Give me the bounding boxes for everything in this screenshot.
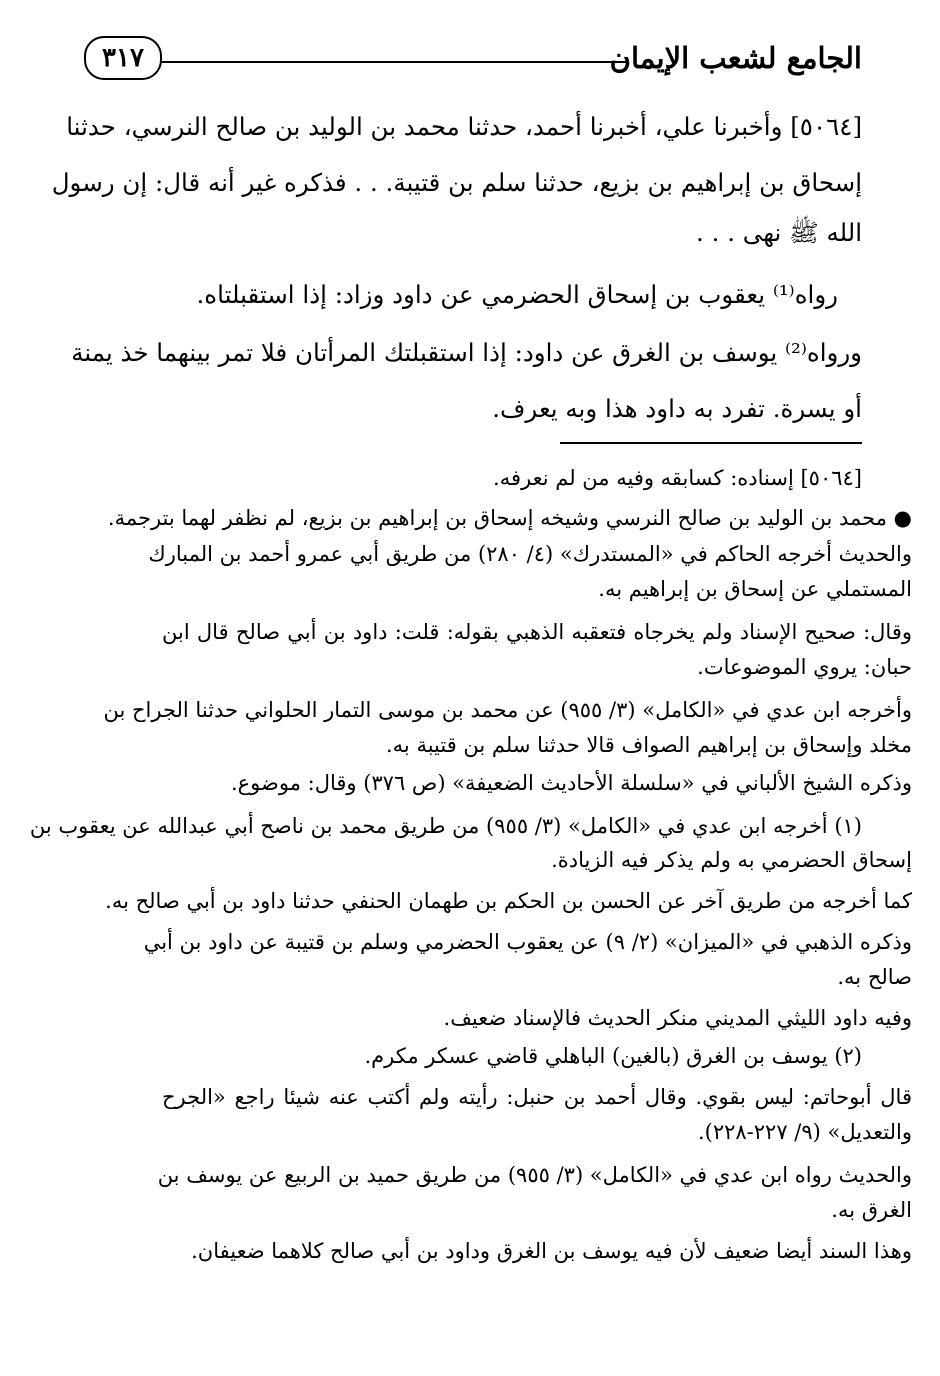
footnote-divider [560,442,862,444]
main-line: الله ﷺ نهى . . . [696,218,862,247]
footnote-line: كما أخرجه من طريق آخر عن الحسن بن الحكم بن طهمان الحنفي حدثنا داود بن أبي صالح به. [105,889,912,913]
main-line: أو يسرة. تفرد به داود هذا وبه يعرف. [492,394,862,423]
footnote-line: والحديث رواه ابن عدي في «الكامل» (٣/ ٩٥٥) من طريق حميد بن الربيع عن يوسف بن [157,1163,912,1187]
footnote-line: (٢) يوسف بن الغرق (بالغين) الباهلي قاضي عسكر مكرم. [364,1044,862,1068]
book-title: الجامع لشعب الإيمان [609,41,862,75]
footnote-line: ● محمد بن الوليد بن صالح النرسي وشيخه إسحاق بن إبراهيم بن بزيع، لم نظفر لهما بترجمة. [107,506,912,530]
page-header [84,36,862,86]
main-line: إسحاق بن إبراهيم بن بزيع، حدثنا سلم بن قتيبة. . . فذكره غير أنه قال: إن رسول [51,168,862,197]
footnote-line: مخلد وإسحاق بن إبراهيم الصواف قالا حدثنا سلم بن قتيبة به. [385,733,912,757]
footnote-line: وهذا السند أيضا ضعيف لأن فيه يوسف بن الغرق وداود بن أبي صالح كلاهما ضعيفان. [191,1239,912,1263]
main-line: [٥٠٦٤] وأخبرنا علي، أخبرنا أحمد، حدثنا محمد بن الوليد بن صالح النرسي، حدثنا [66,112,862,141]
footnote-line: حبان: يروي الموضوعات. [697,655,912,679]
footnote-line: [٥٠٦٤] إسناده: كسابقه وفيه من لم نعرفه. [493,466,862,490]
footnote-line: صالح به. [837,965,912,989]
footnote-line: وفيه داود الليثي المديني منكر الحديث فالإسناد ضعيف. [443,1006,912,1030]
footnote-line: والحديث أخرجه الحاكم في «المستدرك» (٤/ ٢٨٠) من طريق أبي عمرو أحمد بن المبارك [148,542,912,566]
main-line: رواه⁽¹⁾ يعقوب بن إسحاق الحضرمي عن داود وزاد: إذا استقبلتاه. [196,280,838,309]
footnote-line: الغرق به. [831,1198,912,1222]
footnote-line: وقال: صحيح الإسناد ولم يخرجاه فتعقبه الذهبي بقوله: قلت: داود بن أبي صالح قال ابن [162,620,912,644]
footnote-line: (١) أخرجه ابن عدي في «الكامل» (٣/ ٩٥٥) من طريق محمد بن ناصح أبي عبدالله عن يعقوب بن [29,814,862,838]
footnote-line: وذكره الشيخ الألباني في «سلسلة الأحاديث الضعيفة» (ص ٣٧٦) وقال: موضوع. [230,771,912,795]
footnote-line: إسحاق الحضرمي به ولم يذكر فيه الزيادة. [551,848,912,872]
footnote-line: المستملي عن إسحاق بن إبراهيم به. [598,577,912,601]
footnote-line: وأخرجه ابن عدي في «الكامل» (٣/ ٩٥٥) عن محمد بن موسى التمار الحلواني حدثنا الجراح بن [103,698,912,722]
footnote-line: قال أبوحاتم: ليس بقوي. وقال أحمد بن حنبل: رأيته ولم أكتب عنه شيئا راجع «الجرح [162,1085,912,1109]
footnote-line: وذكره الذهبي في «الميزان» (٢/ ٩) عن يعقوب الحضرمي وسلم بن قتيبة عن داود بن أبي [143,930,912,954]
page-number: ٣١٧ [84,36,162,80]
footnote-line: والتعديل» (٩/ ٢٢٧-٢٢٨). [697,1120,912,1144]
main-line: ورواه⁽²⁾ يوسف بن الغرق عن داود: إذا استقبلتك المرأتان فلا تمر بينهما خذ يمنة [71,338,862,367]
header-rule [162,61,626,63]
